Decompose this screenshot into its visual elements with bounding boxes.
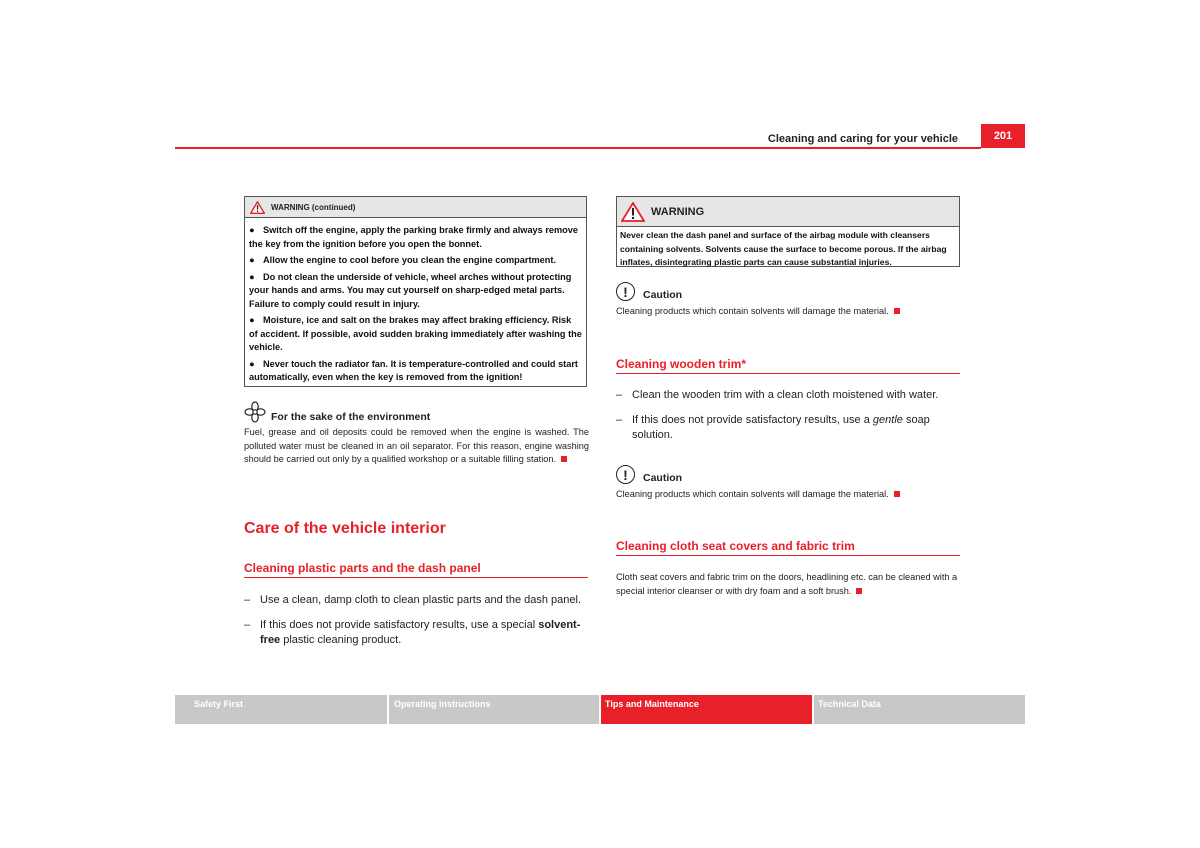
footer-tab-operating-instructions[interactable]: Operating instructions xyxy=(389,695,599,724)
end-of-section-marker xyxy=(561,456,567,462)
plastic-heading-rule xyxy=(244,577,588,578)
caution-text: Cleaning products which contain solvents will damage the material. xyxy=(616,488,960,502)
warning-box xyxy=(616,196,960,267)
caution-note-1 xyxy=(616,282,960,319)
end-of-section-marker xyxy=(894,308,900,314)
end-of-section-marker xyxy=(894,491,900,497)
cloth-heading: Cleaning cloth seat covers and fabric trim xyxy=(616,539,855,553)
warning-item-4: ● Moisture, ice and salt on the brakes may affect braking efficiency. Risk of accident. If possible, avoid sudden braking immediately after washing the vehicle. xyxy=(249,315,582,352)
footer-tab-technical-data[interactable]: Technical Data xyxy=(814,695,1025,724)
running-header-title: Cleaning and caring for your vehicle xyxy=(767,133,958,145)
cloth-text: Cloth seat covers and fabric trim on the doors, headlining etc. can be cleaned with a special interior cleanser or with dry foam and a soft brush. xyxy=(616,572,958,596)
warning-continued-list xyxy=(245,218,586,385)
page-number: 201 xyxy=(981,124,1025,148)
plastic-heading: Cleaning plastic parts and the dash panel xyxy=(244,561,481,575)
wooden-heading: Cleaning wooden trim* xyxy=(616,357,747,371)
caution-note-2 xyxy=(616,465,960,502)
warning-item-2: ● Allow the engine to cool before you clean the engine compartment. xyxy=(249,255,557,265)
plastic-step-2: – If this does not provide satisfactory results, use a special solvent-free plastic cleaning product. xyxy=(244,619,581,646)
warning-continued-header xyxy=(245,197,586,218)
warning-header xyxy=(617,197,959,227)
end-of-section-marker xyxy=(856,588,862,594)
environment-text: Fuel, grease and oil deposits could be removed when the engine is washed. The polluted water must be cleaned in an oil separator. For this reason, engine washing should be carried out only by a qualified workshop or a suitable filling station. xyxy=(244,427,589,464)
header-rule xyxy=(175,147,981,149)
footer-tab-safety-first[interactable]: Safety First xyxy=(175,695,387,724)
caution-icon: ! xyxy=(616,282,635,301)
wooden-steps xyxy=(616,388,956,443)
warning-continued-box xyxy=(244,196,587,387)
environment-title: For the sake of the environment xyxy=(271,411,431,423)
warning-item-3: ● Do not clean the underside of vehicle, wheel arches without protecting your hands and arms. You may cut yourself on sharp-edged metal parts. Failure to comply could result in injury. xyxy=(249,271,572,309)
warning-item-1: ● Switch off the engine, apply the parking brake firmly and always remove the key from the ignition before you open the bonnet. xyxy=(249,225,579,249)
warning-title: WARNING xyxy=(651,205,705,218)
section-heading: Care of the vehicle interior xyxy=(244,520,446,537)
wooden-step-2: – If this does not provide satisfactory results, use a gentle soap solution. xyxy=(616,414,930,441)
warning-triangle-icon xyxy=(621,202,645,222)
cloth-heading-rule xyxy=(616,555,960,556)
warning-continued-title: WARNING (continued) xyxy=(271,202,356,212)
warning-triangle-icon xyxy=(250,201,265,214)
plastic-steps xyxy=(244,593,584,648)
footer-tab-tips-and-maintenance[interactable]: Tips and Maintenance xyxy=(601,695,812,724)
caution-icon: ! xyxy=(616,465,635,484)
caution-text: Cleaning products which contain solvents will damage the material. xyxy=(616,305,960,319)
wooden-heading-rule xyxy=(616,373,960,374)
caution-title: Caution xyxy=(643,472,683,484)
warning-text: Never clean the dash panel and surface of the airbag module with cleansers containing solvents. Solvents cause the surface to become porous. If the airbag inflates, disintegrating plastic parts can cause substantial injuries. xyxy=(620,230,947,267)
caution-title: Caution xyxy=(643,289,683,301)
plastic-step-1: – Use a clean, damp cloth to clean plastic parts and the dash panel. xyxy=(244,594,582,606)
wooden-step-1: – Clean the wooden trim with a clean cloth moistened with water. xyxy=(616,389,939,401)
flower-icon xyxy=(244,401,266,423)
environment-note xyxy=(244,401,589,467)
warning-item-5: ● Never touch the radiator fan. It is temperature-controlled and could start automatically, even when the key is removed from the ignition! xyxy=(249,358,578,382)
